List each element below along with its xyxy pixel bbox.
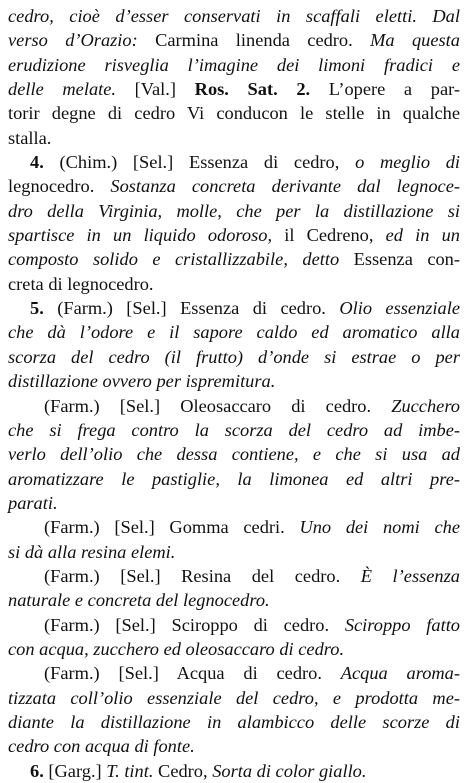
italic-run: aromatizzare le pastiglie, la limonea ed altri pre- — [8, 468, 460, 489]
text-line — [8, 126, 460, 150]
italic-run: che dà l’odore e il sapore caldo ed aromatico alla — [8, 322, 460, 343]
italic-run: erudizione risveglia l’imagine dei limoni fradici e — [8, 54, 460, 75]
text-run: legnocedro. — [8, 176, 111, 197]
italic-run: Olio essenziale — [339, 298, 460, 319]
entry-paragraph — [8, 613, 460, 662]
text-line — [8, 613, 460, 637]
bold-run: 5. — [30, 298, 58, 319]
italic-run: o meglio di — [355, 152, 461, 173]
italic-run: Uno dei nomi che — [299, 517, 460, 538]
text-run: stalla. — [8, 127, 52, 148]
italic-run: composto solido e cristallizzabile, detto — [8, 249, 354, 270]
text-line — [8, 101, 460, 125]
text-run: [Garg.] — [48, 760, 107, 781]
text-line — [8, 53, 460, 77]
italic-run: verlo dell’olio che dessa contiene, e che si usa ad — [8, 444, 460, 465]
text-line — [8, 588, 460, 612]
text-line — [8, 272, 460, 296]
text-line — [8, 199, 460, 223]
italic-run: parati. — [8, 492, 58, 513]
text-line — [8, 247, 460, 271]
text-run: (Farm.) [Sel.] Essenza di cedro. — [57, 298, 340, 319]
italic-run: verso d’Orazio: — [8, 30, 156, 51]
text-line — [8, 77, 460, 101]
entry-paragraph — [8, 515, 460, 564]
text-run: (Farm.) [Sel.] Sciroppo di cedro. — [44, 614, 345, 635]
italic-run: distillazione ovvero per ispremitura. — [8, 371, 276, 392]
text-line — [8, 320, 460, 344]
text-run: creta di legnocedro. — [8, 273, 154, 294]
italic-run: delle melate. — [8, 79, 135, 100]
text-line — [8, 394, 460, 418]
text-line — [8, 540, 460, 564]
text-line — [8, 661, 460, 685]
text-run: (Farm.) [Sel.] Oleosaccaro di cedro. — [44, 395, 392, 416]
text-line — [8, 4, 460, 28]
entry-paragraph — [8, 150, 460, 296]
entry-paragraph — [8, 759, 460, 783]
text-run: Essenza con- — [353, 249, 460, 270]
text-run: (Farm.) [Sel.] Acqua di cedro. — [44, 663, 341, 684]
entry-paragraph — [8, 394, 460, 516]
text-run: [Val.] — [134, 79, 195, 100]
entry-paragraph — [8, 296, 460, 393]
text-run: Cedro, — [158, 760, 213, 781]
italic-run: Sorta di color giallo. — [212, 760, 367, 781]
italic-run: naturale e concreta del legnocedro. — [8, 590, 270, 611]
italic-run: cioè d’esser conservati in scaffali eletti. Dal — [69, 6, 460, 26]
text-line — [8, 564, 460, 588]
text-line — [8, 759, 460, 783]
text-line — [8, 515, 460, 539]
text-line — [8, 734, 460, 758]
text-line — [8, 442, 460, 466]
italic-run: T. tint. — [106, 760, 159, 781]
bold-run: 6. — [30, 760, 49, 781]
italic-run: ed in un — [385, 225, 461, 246]
italic-run: Sostanza concreta derivante dal legnoce- — [110, 176, 460, 197]
italic-run: Zucchero — [391, 395, 460, 416]
italic-run: dro della Virginia, molle, che per la distillazione si — [8, 200, 460, 221]
italic-run: scorza del cedro (il frutto) d’onde si estrae o per — [8, 346, 460, 367]
text-line — [8, 637, 460, 661]
text-line — [8, 418, 460, 442]
bold-run: 4. — [30, 152, 60, 173]
text-run: L’opere a par- — [328, 79, 460, 100]
text-line — [8, 174, 460, 198]
text-run: torir degne di cedro Vi conducon le stelle in qualche — [8, 103, 460, 124]
entry-paragraph — [8, 661, 460, 758]
italic-run: Sciroppo fatto — [344, 614, 461, 635]
text-line — [8, 345, 460, 369]
italic-run: Ma questa — [370, 30, 460, 51]
text-run: (Farm.) [Sel.] Resina del cedro. — [44, 565, 361, 586]
text-line — [8, 467, 460, 491]
italic-run: con acqua, zucchero ed oleosaccaro di cedro. — [8, 638, 345, 659]
entry-paragraph — [8, 4, 460, 150]
entry-paragraph — [8, 564, 460, 613]
text-line — [8, 150, 460, 174]
bold-run: Ros. Sat. 2. — [194, 79, 329, 100]
text-line — [8, 223, 460, 247]
text-run: Carmina linenda cedro. — [155, 30, 371, 51]
text-line — [8, 369, 460, 393]
italic-run: spartisce in un liquido odoroso, — [8, 225, 285, 246]
italic-run: diante la distillazione in alambicco delle scorze di — [8, 711, 460, 732]
italic-run: che si frega contro la scorza del cedro ad imbe- — [8, 419, 460, 440]
text-line — [8, 686, 460, 710]
italic-run: È l’essenza — [360, 565, 460, 586]
text-line — [8, 28, 460, 52]
text-line — [8, 296, 460, 320]
text-run: (Chim.) [Sel.] Essenza di cedro, — [59, 152, 356, 173]
italic-run: Acqua aroma- — [340, 663, 460, 684]
text-line — [8, 491, 460, 515]
text-line — [8, 710, 460, 734]
italic-run: cedro con acqua di fonte. — [8, 736, 195, 757]
italic-run: si dà alla resina elemi. — [8, 541, 176, 562]
text-run: (Farm.) [Sel.] Gomma cedri. — [44, 517, 300, 538]
italic-run: tizzata coll’olio essenziale del cedro, e prodotta me- — [8, 687, 460, 708]
italic-run: cedro, — [8, 6, 70, 26]
text-run: il Cedreno, — [284, 225, 386, 246]
